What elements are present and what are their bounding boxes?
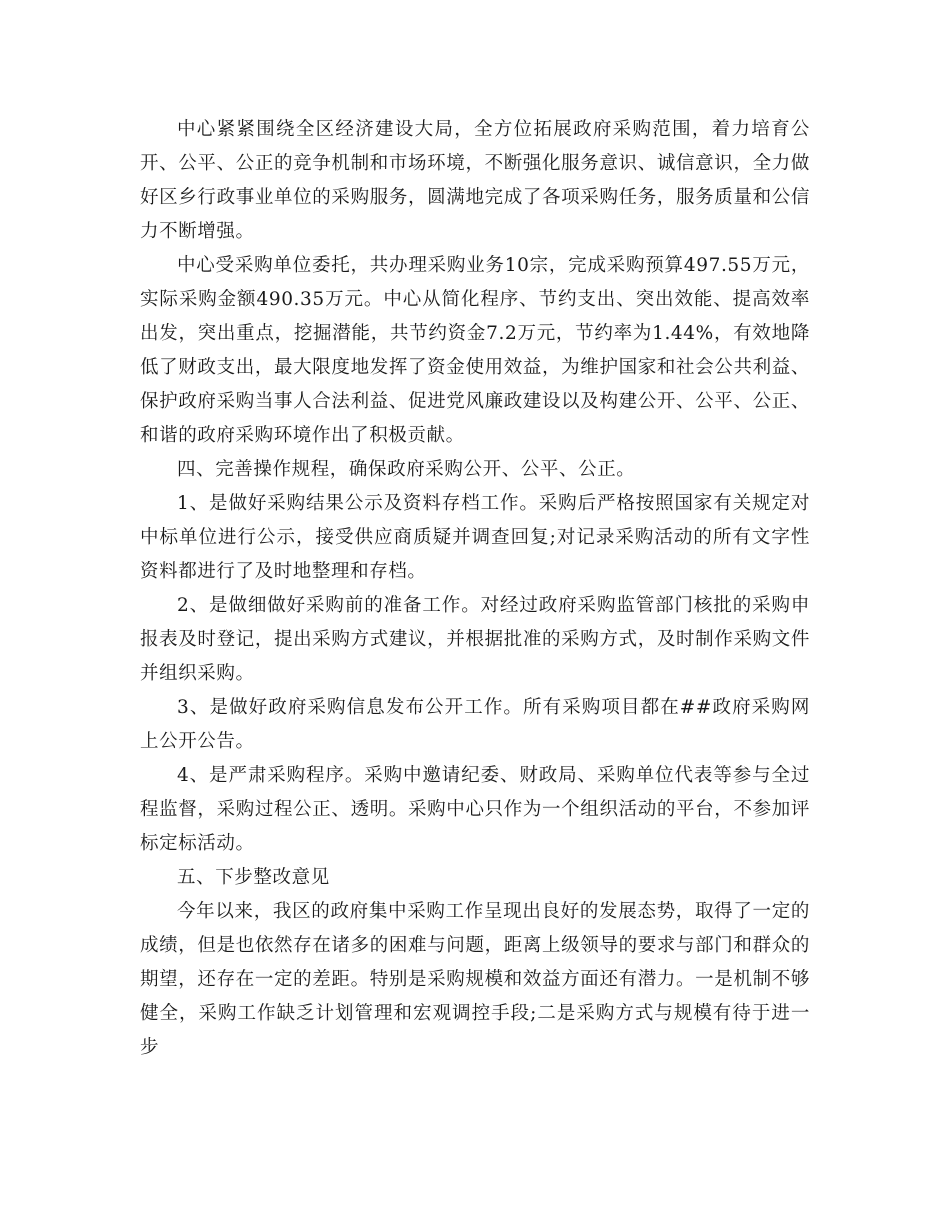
- list-item-4: 4、是严肃采购程序。采购中邀请纪委、财政局、采购单位代表等参与全过程监督，采购过程公正、透明。采购中心只作为一个组织活动的平台，不参加评标定标活动。: [140, 765, 810, 854]
- list-item-2: 2、是做细做好采购前的准备工作。对经过政府采购监管部门核批的采购申报表及时登记，提出采购方式建议，并根据批准的采购方式，及时制作采购文件并组织采购。: [140, 595, 810, 684]
- paragraph-improvement: 今年以来，我区的政府集中采购工作呈现出良好的发展态势，取得了一定的成绩，但是也依然存在诸多的困难与问题，距离上级领导的要求与部门和群众的期望，还存在一定的差距。特别是采购规模和效益方面还有潜力。一是机制不够健全，采购工作缺乏计划管理和宏观调控手段;二是采购方式与规模有待于进一步: [140, 901, 810, 1058]
- paragraph-service-summary: 中心紧紧围绕全区经济建设大局，全方位拓展政府采购范围，着力培育公开、公平、公正的竞争机制和市场环境，不断强化服务意识、诚信意识，全力做好区乡行政事业单位的采购服务，圆满地完成了各项采购任务，服务质量和公信力不断增强。: [140, 119, 810, 242]
- paragraph-procurement-figures: 中心受采购单位委托，共办理采购业务10宗，完成采购预算497.55万元，实际采购金额490.35万元。中心从简化程序、节约支出、突出效能、提高效率出发，突出重点，挖掘潜能，共节约资金7.2万元，节约率为1.44%，有效地降低了财政支出，最大限度地发挥了资金使用效益，为维护国家和社会公共利益、保护政府采购当事人合法利益、促进党风廉政建设以及构建公开、公平、公正、和谐的政府采购环境作出了积极贡献。: [140, 255, 810, 446]
- list-item-3: 3、是做好政府采购信息发布公开工作。所有采购项目都在##政府采购网上公开公告。: [140, 697, 810, 752]
- section-heading-four: 四、完善操作规程，确保政府采购公开、公平、公正。: [177, 459, 636, 480]
- section-heading-five: 五、下步整改意见: [177, 867, 330, 888]
- document-page: [140, 113, 810, 1065]
- list-item-1: 1、是做好采购结果公示及资料存档工作。采购后严格按照国家有关规定对中标单位进行公示，接受供应商质疑并调查回复;对记录采购活动的所有文字性资料都进行了及时地整理和存档。: [140, 493, 810, 582]
